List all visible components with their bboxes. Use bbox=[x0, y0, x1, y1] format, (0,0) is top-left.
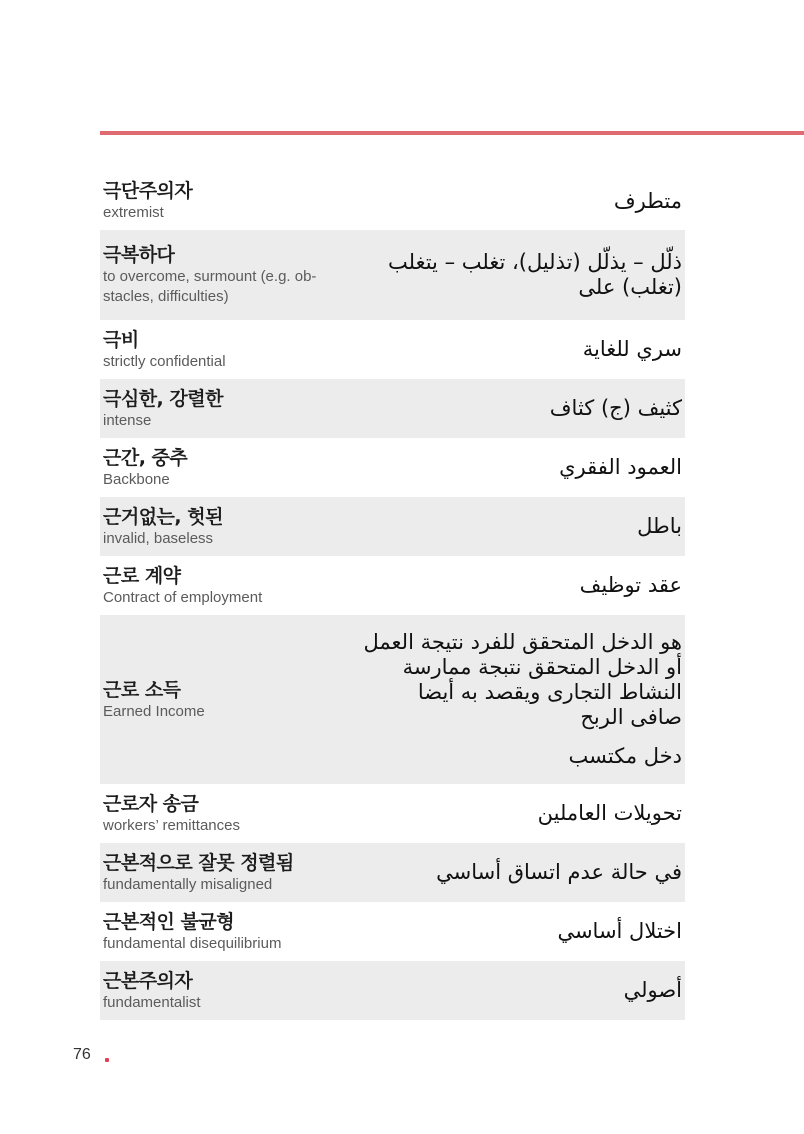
korean-term: 근간, 중추 bbox=[103, 446, 188, 469]
english-term: strictly confidential bbox=[103, 352, 226, 370]
glossary-row bbox=[100, 230, 685, 320]
english-term: to overcome, surmount (e.g. ob-stacles, difficulties) bbox=[103, 268, 317, 305]
korean-term: 극비 bbox=[103, 328, 139, 351]
korean-term: 극심한, 강렬한 bbox=[103, 387, 223, 410]
english-term: Contract of employment bbox=[103, 588, 263, 606]
korean-term: 근로 계약 bbox=[103, 564, 181, 587]
english-term: extremist bbox=[103, 204, 164, 221]
term-cell bbox=[103, 678, 353, 722]
glossary-row bbox=[100, 902, 685, 961]
arabic-term: العمود الفقري bbox=[559, 455, 682, 479]
korean-term: 근본적으로 잘못 정렬됨 bbox=[103, 851, 294, 874]
glossary-row bbox=[100, 615, 685, 784]
english-term: fundamentalist bbox=[103, 993, 201, 1011]
english-term: Earned Income bbox=[103, 702, 205, 720]
arabic-term: ذلّل – يذلّل (تذليل)، تغلب – يتغلب (تغلب) على bbox=[388, 250, 682, 299]
english-term: Backbone bbox=[103, 470, 170, 488]
korean-term: 극복하다 bbox=[103, 244, 175, 266]
page-marker-dot bbox=[105, 1058, 109, 1062]
glossary-table bbox=[100, 172, 685, 1020]
glossary-row bbox=[100, 438, 685, 497]
glossary-row bbox=[100, 961, 685, 1020]
term-cell bbox=[103, 328, 353, 372]
korean-term: 근본적인 불균형 bbox=[103, 910, 235, 933]
korean-term: 근로 소득 bbox=[103, 678, 181, 701]
arabic-term: عقد توظيف bbox=[579, 573, 682, 597]
english-term: workers’ remittances bbox=[103, 816, 240, 834]
header-rule bbox=[100, 131, 804, 135]
english-term: fundamentally misaligned bbox=[103, 875, 273, 893]
glossary-row bbox=[100, 497, 685, 556]
arabic-term: باطل bbox=[637, 514, 682, 538]
term-cell bbox=[103, 387, 353, 431]
arabic-term: اختلال أساسي bbox=[557, 919, 682, 943]
arabic-term: أصولي bbox=[623, 978, 682, 1002]
term-cell bbox=[103, 243, 353, 307]
english-term: intense bbox=[103, 411, 152, 429]
english-term: fundamental disequilibrium bbox=[103, 934, 282, 952]
glossary-row bbox=[100, 784, 685, 843]
arabic-term: دخل مكتسب bbox=[568, 744, 682, 768]
glossary-row bbox=[100, 843, 685, 902]
term-cell bbox=[103, 969, 353, 1013]
korean-term: 극단주의자 bbox=[103, 180, 193, 202]
term-cell bbox=[103, 851, 353, 895]
glossary-row bbox=[100, 172, 685, 230]
arabic-term: سري للغاية bbox=[582, 337, 682, 361]
arabic-term-block bbox=[362, 630, 682, 769]
arabic-term: في حالة عدم اتساق أساسي bbox=[436, 860, 682, 884]
korean-term: 근거없는, 헛된 bbox=[103, 505, 223, 528]
arabic-term: تحويلات العاملين bbox=[537, 801, 682, 825]
arabic-term: كثيف (ج) كثاف bbox=[549, 396, 682, 420]
term-cell bbox=[103, 446, 353, 490]
term-cell bbox=[103, 792, 353, 836]
korean-term: 근본주의자 bbox=[103, 969, 193, 992]
english-term: invalid, baseless bbox=[103, 529, 214, 547]
term-cell bbox=[103, 505, 353, 549]
korean-term: 근로자 송금 bbox=[103, 792, 199, 815]
glossary-row bbox=[100, 320, 685, 379]
arabic-term: متطرف bbox=[613, 188, 682, 213]
arabic-definition: هو الدخل المتحقق للفرد نتيجة العمل أو الدخل المتحقق نتبجة ممارسة النشاط التجارى ويقصد به أيضا صافى الربح bbox=[363, 630, 682, 729]
term-cell bbox=[103, 179, 353, 223]
term-cell bbox=[103, 910, 353, 954]
page-number: 76 bbox=[73, 1046, 91, 1063]
term-cell bbox=[103, 564, 353, 608]
glossary-row bbox=[100, 379, 685, 438]
glossary-row bbox=[100, 556, 685, 615]
